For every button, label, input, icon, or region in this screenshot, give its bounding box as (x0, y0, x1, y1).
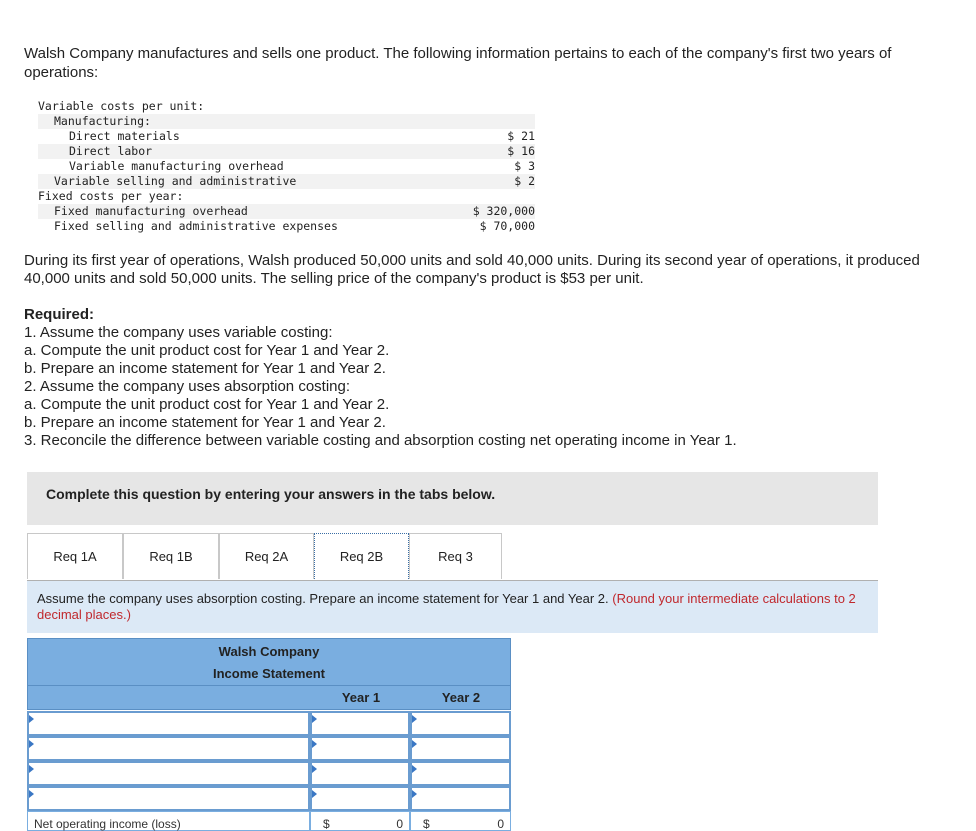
instruction-box (27, 581, 878, 633)
year2-input[interactable] (410, 711, 511, 736)
tab-req-2a[interactable]: Req 2A (219, 533, 314, 579)
cost-amount (465, 99, 535, 114)
row-label-input[interactable] (27, 736, 310, 761)
required-line: 3. Reconcile the difference between variable costing and absorption costing net operating income in Year 1. (24, 432, 737, 449)
year2-input[interactable] (410, 736, 511, 761)
required-line: 2. Assume the company uses absorption costing: (24, 378, 351, 395)
cost-label: Variable manufacturing overhead (69, 159, 284, 173)
required-line: a. Compute the unit product cost for Year 1 and Year 2. (24, 342, 390, 359)
statement-title: Income Statement (213, 666, 325, 681)
cost-row (38, 144, 535, 159)
year1-input[interactable] (310, 761, 410, 786)
cost-label: Manufacturing: (38, 114, 465, 129)
cost-row (38, 204, 535, 219)
cost-amount (465, 189, 535, 204)
cost-amount: $ 21 (507, 129, 535, 143)
row-label-input[interactable] (27, 711, 310, 736)
net-income-label-cell (27, 811, 310, 831)
tab-req-2b[interactable]: Req 2B (314, 533, 409, 581)
net-income-year2 (410, 811, 511, 831)
year1-input[interactable] (310, 786, 410, 811)
statement-row (27, 736, 511, 761)
row-label-input[interactable] (27, 761, 310, 786)
year2-input[interactable] (410, 786, 511, 811)
cost-amount: $ 16 (465, 144, 535, 159)
row-label-input[interactable] (27, 786, 310, 811)
year1-input[interactable] (310, 711, 410, 736)
cost-row (38, 159, 535, 174)
cost-amount: $ 70,000 (479, 219, 535, 233)
year2-total: 0 (497, 817, 504, 831)
tab-req-3[interactable]: Req 3 (409, 533, 502, 579)
cost-row (38, 129, 535, 144)
cost-amount: $ 320,000 (465, 204, 535, 219)
operations-text: During its first year of operations, Walsh produced 50,000 units and sold 40,000 units. During its second year of operations, it produced 40,000 units and sold 50,000 units. The selling price of the company's product is $53 per unit. (24, 252, 920, 287)
complete-banner (27, 472, 878, 525)
required-line: b. Prepare an income statement for Year 1 and Year 2. (24, 414, 386, 431)
cost-row (38, 174, 535, 189)
tab-bar (27, 533, 878, 581)
year1-input[interactable] (310, 736, 410, 761)
cost-row (38, 219, 535, 234)
currency-symbol: $ (423, 817, 430, 831)
statement-row (27, 761, 511, 786)
cost-label: Variable selling and administrative (38, 174, 465, 189)
cost-table (38, 99, 535, 234)
cost-label: Fixed selling and administrative expenses (54, 219, 338, 233)
cost-label: Direct materials (69, 129, 180, 143)
required-heading: Required: (24, 306, 95, 323)
net-income-label: Net operating income (loss) (34, 817, 181, 831)
cost-label: Variable costs per unit: (38, 99, 205, 113)
statement-row (27, 786, 511, 811)
statement-row (27, 711, 511, 736)
cost-amount: $ 3 (514, 159, 535, 173)
cost-row (38, 114, 535, 129)
cost-amount: $ 2 (465, 174, 535, 189)
required-line: b. Prepare an income statement for Year 1 and Year 2. (24, 360, 386, 377)
tab-req-1a[interactable]: Req 1A (27, 533, 123, 579)
cost-label: Direct labor (38, 144, 465, 159)
col-year1: Year 1 (341, 690, 381, 705)
intro-text: Walsh Company manufactures and sells one product. The following information pertains to each of the company's first two years of operations: (24, 45, 892, 81)
net-income-row (27, 811, 511, 831)
instruction-note: (Round your intermediate calculations to 2 decimal places.) (37, 591, 856, 622)
cost-row (38, 189, 535, 204)
cost-amount (465, 114, 535, 129)
column-header-row (27, 686, 511, 710)
company-name: Walsh Company (218, 644, 320, 659)
required-line: a. Compute the unit product cost for Year 1 and Year 2. (24, 396, 390, 413)
cost-row (38, 99, 535, 114)
currency-symbol: $ (323, 817, 330, 831)
cost-label: Fixed manufacturing overhead (38, 204, 465, 219)
cost-label: Fixed costs per year: (38, 189, 184, 203)
statement-header (27, 638, 511, 686)
year2-input[interactable] (410, 761, 511, 786)
year1-total: 0 (396, 817, 403, 831)
complete-label: Complete this question by entering your answers in the tabs below. (46, 486, 496, 502)
tab-req-1b[interactable]: Req 1B (123, 533, 219, 579)
col-year2: Year 2 (441, 690, 481, 705)
required-line: 1. Assume the company uses variable costing: (24, 324, 333, 341)
required-section (24, 306, 737, 450)
instruction-text: Assume the company uses absorption costing. Prepare an income statement for Year 1 and Year 2. (37, 591, 609, 606)
net-income-year1 (310, 811, 410, 831)
